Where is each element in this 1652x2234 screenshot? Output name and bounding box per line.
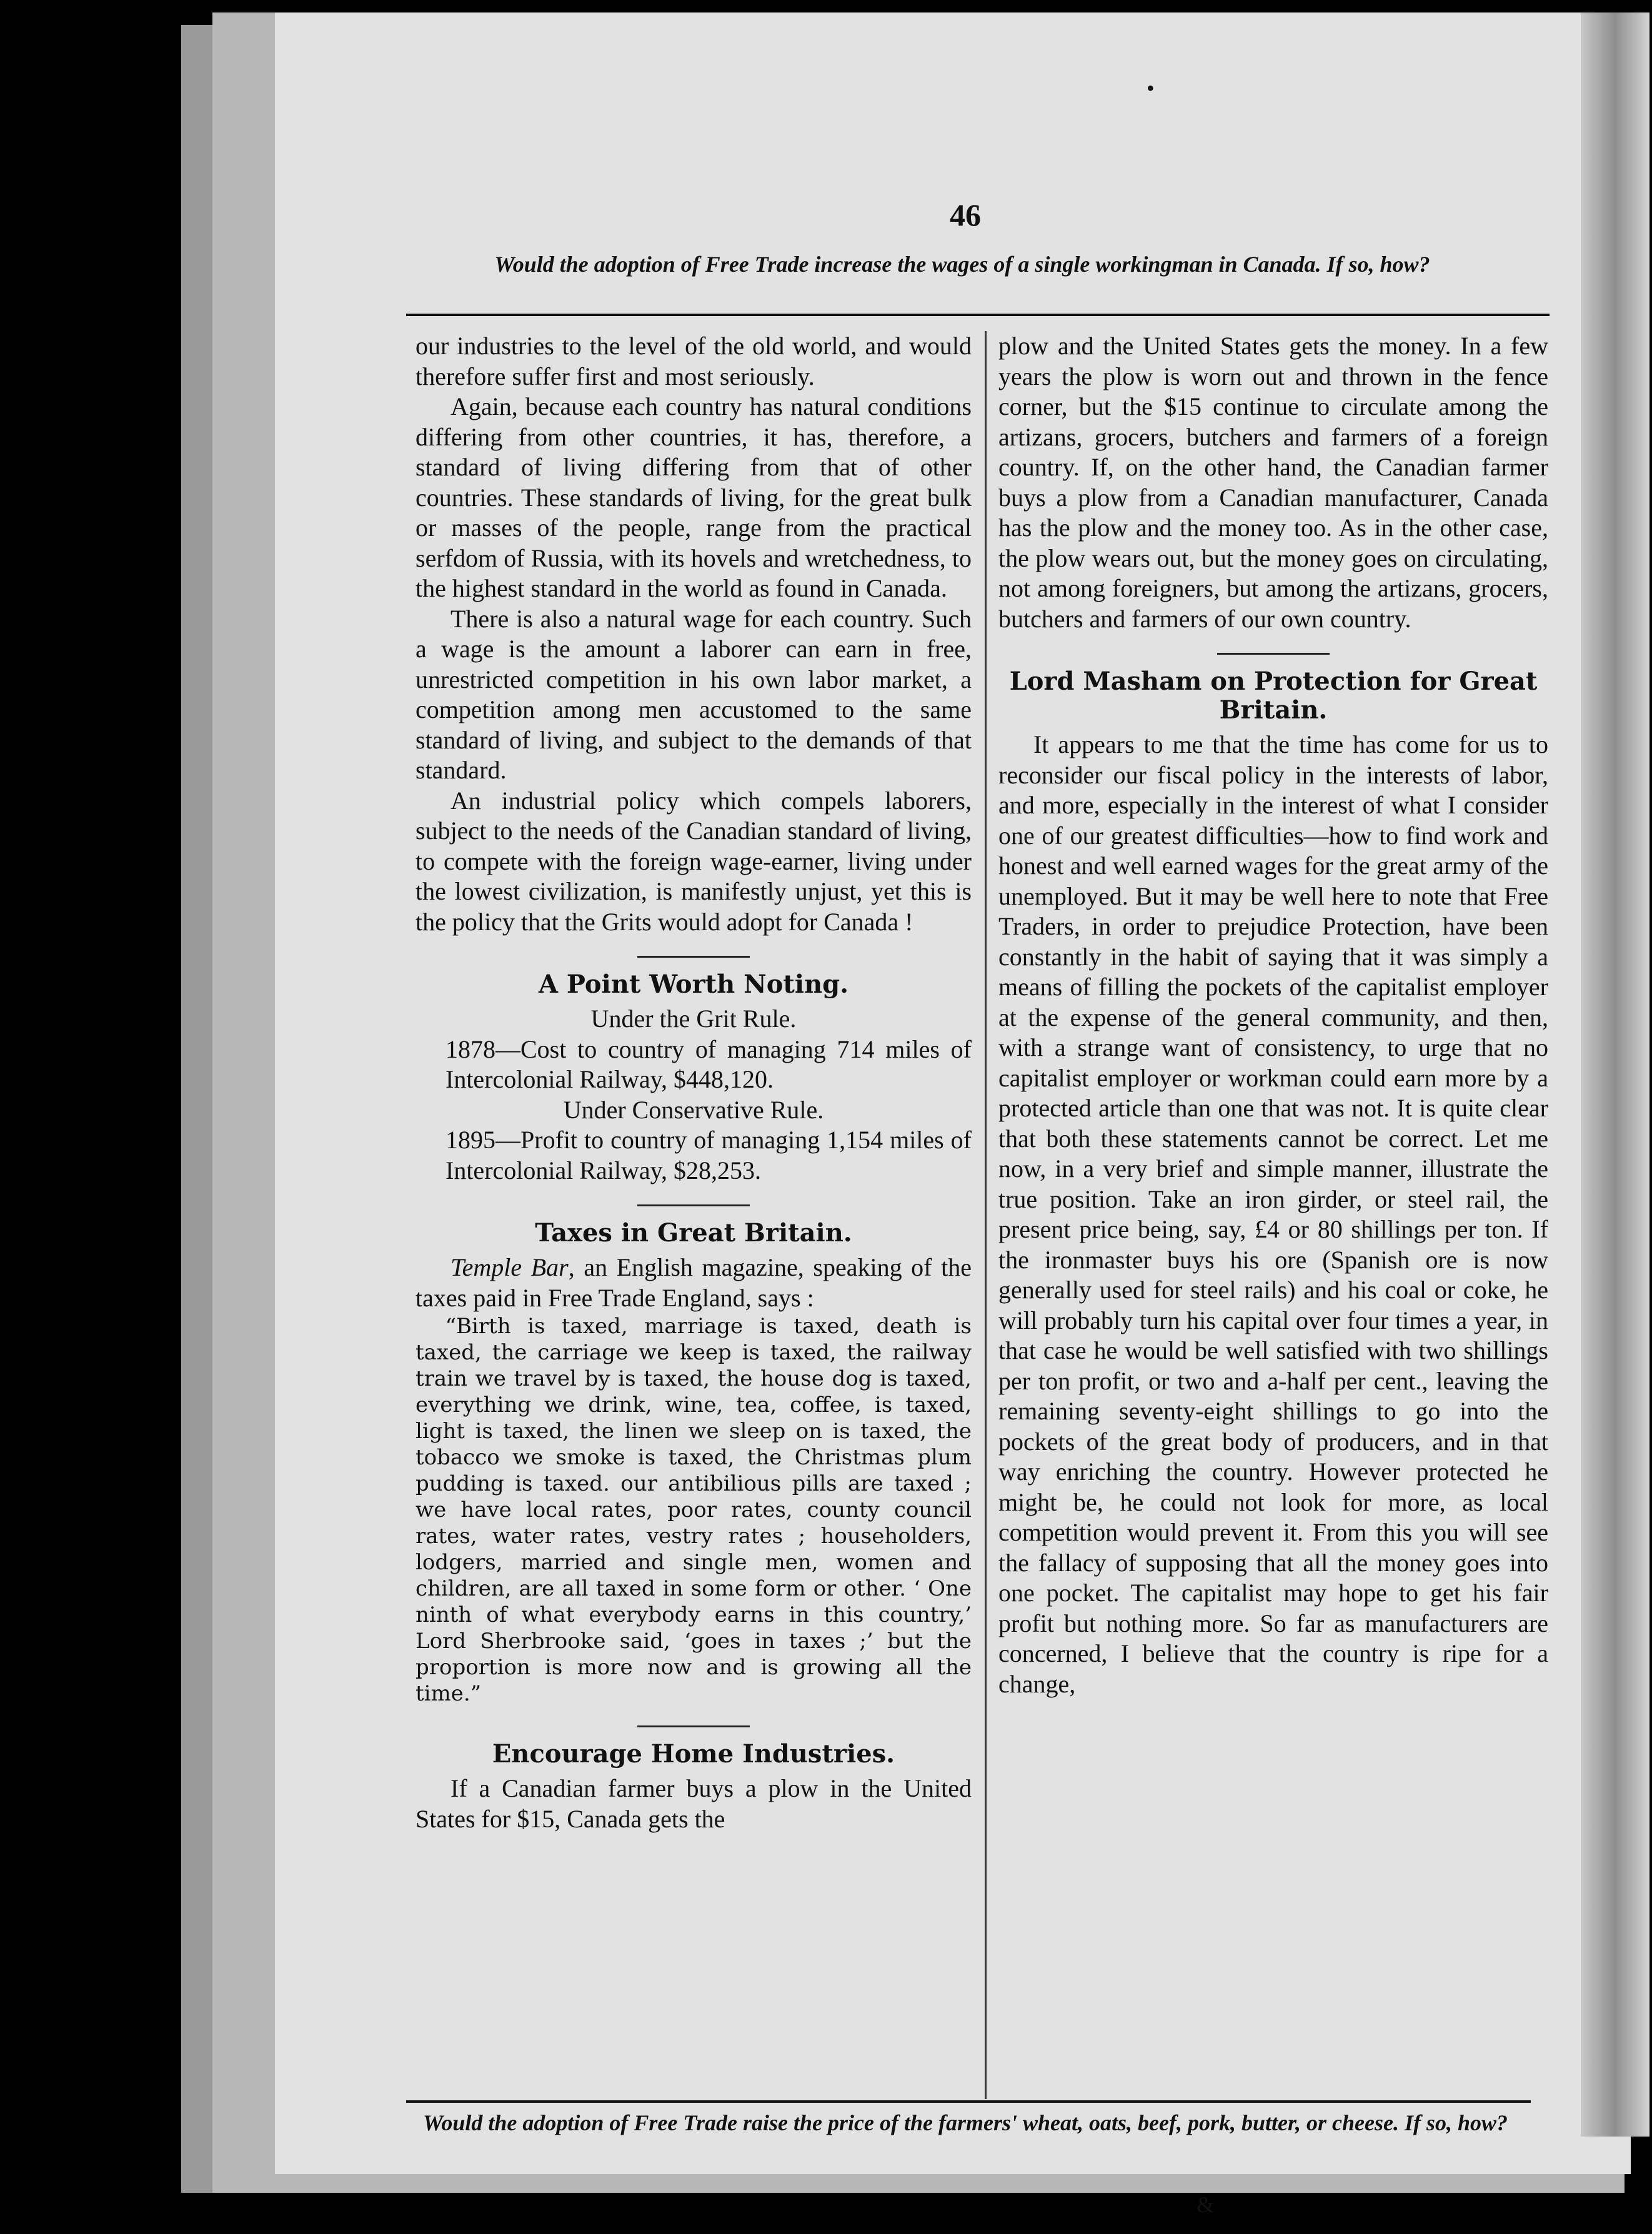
statistic-line: 1878—Cost to country of managing 714 miles of Intercolonial Railway, $448,120. xyxy=(445,1035,972,1093)
page-number: 46 xyxy=(950,197,981,232)
statistic-line: 1895—Profit to country of managing 1,154 miles of Intercolonial Railway, $28,253. xyxy=(445,1126,972,1184)
header-rule xyxy=(406,314,1550,316)
paragraph: our industries to the level of the old world, and would therefore suffer first and most seriously. xyxy=(415,332,972,390)
section-heading: A Point Worth Noting. xyxy=(538,970,849,999)
section-heading: Taxes in Great Britain. xyxy=(535,1218,852,1248)
ink-blot: & xyxy=(1197,2192,1215,2217)
footer-rule xyxy=(406,2100,1531,2103)
paragraph: There is also a natural wage for each country. Such a wage is the amount a laborer can earn in free, unrestricted competition in his own labor market, a competition among men accustomed to the same standard of living, and subject to the demands of that standard. xyxy=(415,604,972,784)
column-right xyxy=(998,331,1548,1699)
section-divider xyxy=(637,956,750,958)
subheading: Under the Grit Rule. xyxy=(590,1005,797,1033)
footer-question: Would the adoption of Free Trade raise the price of the farmers' wheat, oats, beef, pork, butter, or cheese. If so, how? xyxy=(423,2110,1508,2135)
block-quote: “Birth is taxed, marriage is taxed, death is taxed, the carriage we keep is taxed, the railway train we travel by is taxed, the house dog is taxed, everything we drink, wine, tea, coffee, is taxed, light is taxed, the linen we sleep on is taxed, the tobacco we smoke is taxed, the Christmas plum pudding is taxed. our antibilious pills are taxed ; we have local rates, poor rates, county council rates, water rates, vestry rates ; householders, lodgers, married and single men, women and children, are all taxed in some form or other. ‘ One ninth of what everybody earns in this country,’ Lord Sherbrooke said, ‘goes in taxes ;’ but the proportion is more now and is growing all the time.” xyxy=(415,1314,972,1706)
section-divider xyxy=(1217,653,1330,655)
paragraph xyxy=(415,1253,972,1313)
section-heading: Encourage Home Industries. xyxy=(492,1739,895,1769)
subheading: Under Conservative Rule. xyxy=(563,1095,824,1124)
paragraph: If a Canadian farmer buys a plow in the United States for $15, Canada gets the xyxy=(415,1774,972,1833)
column-left xyxy=(415,331,972,1834)
page-edge-shadow xyxy=(1581,12,1650,2137)
paragraph-text: , an English magazine, speaking of the taxes paid in Free Trade England, says : xyxy=(415,1253,972,1312)
section-divider xyxy=(637,1204,750,1206)
paragraph: Again, because each country has natural conditions differing from other countries, it has, therefore, a standard of living differing from that of other countries. These standards of living, for the great bulk or masses of the people, range from the practical serfdom of Russia, with its hovels and wretchedness, to the highest standard in the world as found in Canada. xyxy=(415,392,972,602)
magazine-title: Temple Bar xyxy=(450,1253,569,1281)
paragraph: An industrial policy which compels laborers, subject to the needs of the Canadian standard of living, to compete with the foreign wage-earner, living under the lowest civilization, is manifestly unjust, yet this is the policy that the Grits would adopt for Canada ! xyxy=(415,786,972,936)
ink-dot: • xyxy=(1147,76,1155,101)
section-divider xyxy=(637,1725,750,1727)
header-question: Would the adoption of Free Trade increase the wages of a single workingman in Canada. If so, how? xyxy=(494,252,1430,277)
paragraph: plow and the United States gets the money. In a few years the plow is worn out and thrown in the fence corner, but the $15 continue to circulate among the artizans, grocers, butchers and farmers of a foreign country. If, on the other hand, the Canadian farmer buys a plow from a Canadian manufacturer, Canada has the plow and the money too. As in the other case, the plow wears out, but the money goes on circulating, not among foreigners, but among the artizans, grocers, butchers and farmers of our own country. xyxy=(998,332,1548,633)
section-heading: Lord Masham on Protection for Great Britain. xyxy=(1009,667,1538,725)
paragraph: It appears to me that the time has come for us to reconsider our fiscal policy in the interests of labor, and more, especially in the interest of what I consider one of our greatest difficulties—how to find work and honest and well earned wages for the great army of the unemployed. But it may be well here to note that Free Traders, in order to prejudice Protection, have been constantly in the habit of saying that it was simply a means of filling the pockets of the capitalist employer at the expense of the general community, and then, with a strange want of consistency, to urge that no capitalist employer or workman could earn more by a protected article than one that was not. It is quite clear that both these statements cannot be correct. Let me now, in a very brief and simple manner, illustrate the true position. Take an iron girder, or steel rail, the present price being, say, £4 or 80 shillings per ton. If the ironmaster buys his ore (Spanish ore is now generally used for steel rails) and his coal or coke, he will probably turn his capital over four times a year, in that case he would be well satisfied with two shillings per ton profit, or two and a-half per cent., leaving the remaining seventy-eight shillings to go into the pockets of the great body of producers, and in that way enriching the country. However protected he might be, he could not look for more, as local competition would prevent it. From this you will see the fallacy of supposing that all the money goes into one pocket. The capitalist may hope to get his fair profit but nothing more. So far as manufacturers are concerned, I believe that the country is ripe for a change, xyxy=(998,730,1548,1698)
column-divider xyxy=(985,331,987,2099)
